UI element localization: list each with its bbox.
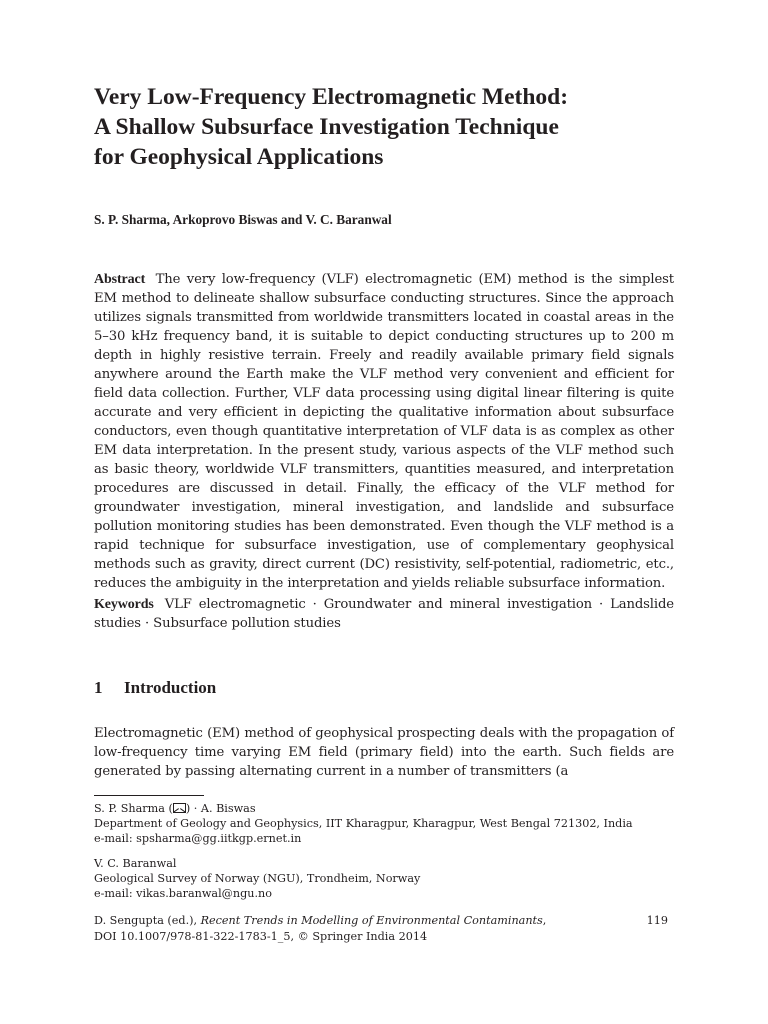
- author-name: S. P. Sharma (: [94, 802, 173, 815]
- section-heading: [94, 677, 674, 699]
- affiliation-department: Department of Geology and Geophysics, IIT Kharagpur, Kharagpur, West Bengal 721302, India: [94, 817, 633, 830]
- affiliation-email: e-mail: spsharma@gg.iitkgp.ernet.in: [94, 832, 302, 845]
- abstract-text: The very low-frequency (VLF) electromagnetic (EM) method is the simplest EM method to delineate shallow subsurface conducting structures. Since the approach utilizes signals transmitted from worldwide transmitters located in coastal areas in the 5–30 kHz frequency band, it is suitable to depict conducting structures up to 200 m depth in highly resistive terrain. Freely and readily available primary field signals anywhere around the Earth make the VLF method very convenient and efficient for field data collection. Further, VLF data processing using digital linear filtering is quite accurate and very efficient in depicting the qualitative information about subsurface conductors, even though quantitative interpretation of VLF data is as complex as other EM data interpretation. In the present study, various aspects of the VLF method such as basic theory, worldwide VLF transmitters, quantities measured, and interpretation procedures are discussed in detail. Finally, the efficacy of the VLF method for groundwater investigation, mineral investigation, and landslide and subsurface pollution monitoring studies has been demonstrated. Even though the VLF method is a rapid technique for subsurface investigation, use of complementary geophysical methods such as gravity, direct current (DC) resistivity, self-potential, radiometric, etc., reduces the ambiguity in the interpretation and yields reliable subsurface information.: [94, 272, 674, 591]
- section-title: Introduction: [124, 678, 217, 697]
- citation-separator: ,: [542, 914, 547, 927]
- keywords: [94, 595, 674, 633]
- keywords-label: Keywords: [94, 597, 154, 612]
- affiliation-department: Geological Survey of Norway (NGU), Trondheim, Norway: [94, 872, 421, 885]
- title-line: A Shallow Subsurface Investigation Technique: [94, 114, 559, 140]
- affiliation-email: e-mail: vikas.baranwal@ngu.no: [94, 887, 272, 900]
- intro-paragraph: Electromagnetic (EM) method of geophysical prospecting deals with the propagation of low-frequency time varying EM field (primary field) into the earth. Such fields are generated by passing alternating current in a number of transmitters (a: [94, 726, 674, 779]
- affiliation-block: [94, 801, 674, 846]
- title-line: Very Low-Frequency Electromagnetic Method:: [94, 84, 569, 110]
- citation-book-title: Recent Trends in Modelling of Environmental Contaminants: [200, 914, 543, 927]
- envelope-icon: [173, 803, 186, 813]
- title-line: for Geophysical Applications: [94, 144, 384, 170]
- page: [94, 82, 674, 945]
- citation-doi: DOI 10.1007/978-81-322-1783-1_5, © Springer India 2014: [94, 930, 428, 943]
- keywords-text: VLF electromagnetic · Groundwater and mineral investigation · Landslide studies · Subsurface pollution studies: [94, 597, 674, 631]
- affiliation-names: V. C. Baranwal: [94, 857, 177, 870]
- author-name: ) · A. Biswas: [185, 802, 256, 815]
- abstract: [94, 270, 674, 593]
- paper-title: [94, 82, 674, 172]
- citation-editor: D. Sengupta (ed.),: [94, 914, 201, 927]
- affiliation-block: [94, 856, 674, 901]
- abstract-label: Abstract: [94, 272, 146, 287]
- section-number: 1: [94, 678, 103, 697]
- affiliation-names: [94, 801, 674, 816]
- author-list: S. P. Sharma, Arkoprovo Biswas and V. C. Baranwal: [94, 212, 392, 227]
- page-footer: [94, 913, 674, 945]
- citation-line: [94, 913, 674, 929]
- page-number: 119: [646, 914, 668, 927]
- footnote-divider: [94, 795, 204, 796]
